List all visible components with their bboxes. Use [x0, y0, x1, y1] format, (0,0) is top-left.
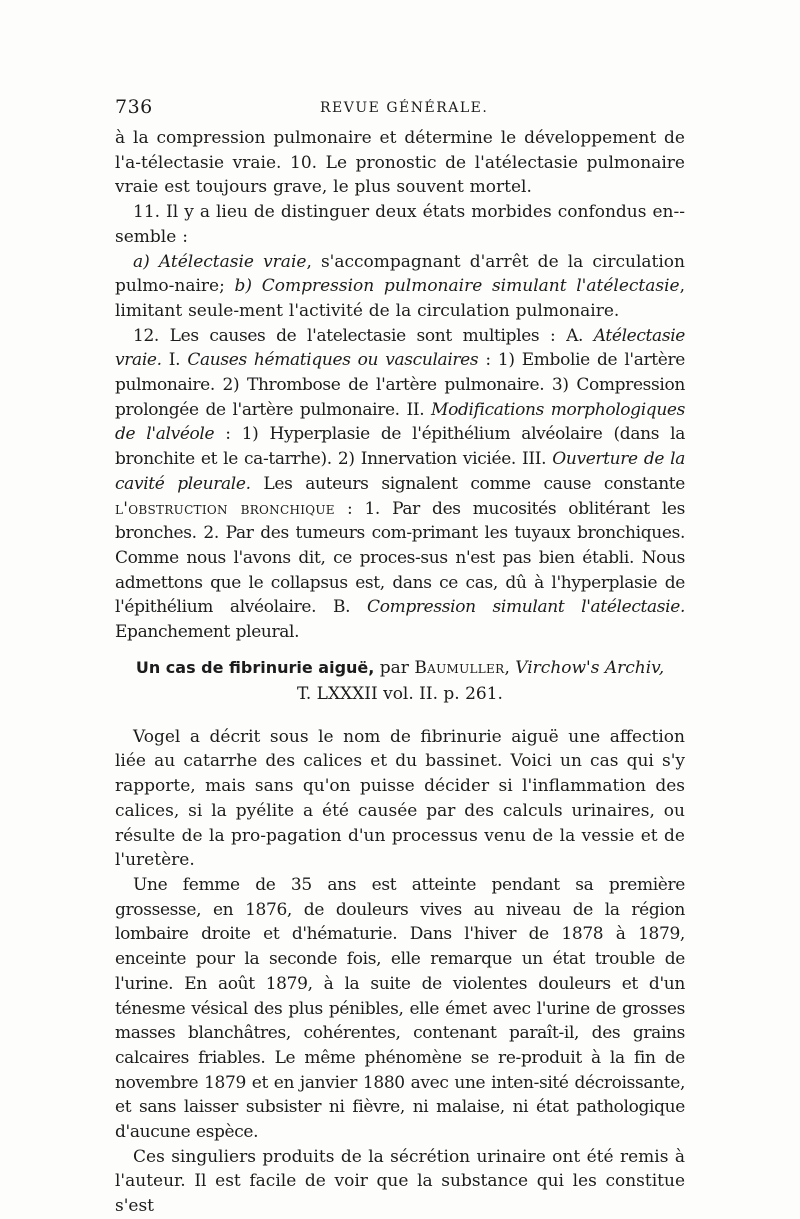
text-run: I.	[168, 350, 181, 371]
small-caps-term: l'obstruction bronchique	[115, 498, 335, 519]
text-run: , s'accompagnant d'arrêt de la circulation pulmo-naire;	[115, 251, 685, 297]
text-run: : 1) Embolie de l'artère pulmonaire. 2) Thrombose de l'artère pulmonaire. 3) Compression prolongée de l'artère pulmonaire. II.	[115, 350, 685, 420]
text-run: Epanchement pleural.	[115, 622, 300, 643]
article-author: Baumuller	[414, 657, 505, 678]
article-title-bold: Un cas de fibrinurie aiguë,	[135, 657, 375, 677]
italic-term: Ouverture de la cavité pleurale.	[115, 449, 685, 494]
paragraph: Une femme de 35 ans est atteinte pendant sa première grossesse, en 1876, de douleurs vives au niveau de la région lombaire droite et d'hématurie. Dans l'hiver de 1878 à 1879, enceinte pour la seconde fois, elle remarque un état trouble de l'urine. En août 1879, à la suite de violentes douleurs et d'un ténesme vésical des plus pénibles, elle émet avec l'urine de grosses masses blanchâtres, cohérentes, contenant paraît-il, des grains calcaires friables. Le même phénomène se re-produit à la fin de novembre 1879 et en janvier 1880 avec une inten-sité décroissante, et sans laisser subsister ni fièvre, ni malaise, ni état pathologique d'aucune espèce.	[115, 874, 685, 1143]
text-run: Les auteurs signalent comme cause constante	[263, 473, 685, 494]
paragraph: Ces singuliers produits de la sécrétion urinaire ont été remis à l'auteur. Il est facile de voir que la substance qui les constitue s'est	[115, 1146, 685, 1217]
paragraph: à la compression pulmonaire et détermine le développement de l'a-télectasie vraie. 10. Le pronostic de l'atélectasie pulmonaire vraie est toujours grave, le plus souvent mortel.	[115, 128, 685, 198]
list-label: b)	[234, 276, 253, 297]
italic-term: Atélectasie vraie.	[115, 325, 685, 371]
article-journal: Virchow's Archiv,	[515, 657, 665, 678]
page-number: 736	[115, 96, 153, 118]
text-run: : 1. Par des mucosités oblitérant les bronches. 2. Par des tumeurs com-primant les tuyaux bronchiques. Comme nous l'avons dit, ce proces-sus n'est pas bien établi. Nous admettons que le collapsus est, dans ce cas, dû à l'hyperplasie de l'épithélium alvéolaire. B.	[115, 498, 686, 618]
text-run: : 1) Hyperplasie de l'épithélium alvéolaire (dans la bronchite et le ca-tarrhe). 2) Innervation viciée. III.	[115, 424, 685, 470]
article-body	[115, 725, 685, 1219]
article-title-par: par	[379, 657, 409, 678]
paragraph	[115, 324, 685, 645]
page-header	[115, 96, 685, 126]
book-page	[115, 96, 685, 1219]
running-title: REVUE GÉNÉRALE.	[320, 100, 489, 116]
italic-term: Modifications morphologiques de l'alvéole	[115, 399, 686, 445]
italic-term: Atélectasie vraie	[158, 251, 307, 272]
paragraph	[115, 250, 685, 324]
article-reference: T. LXXXII vol. II. p. 261.	[297, 683, 503, 704]
text-run: , limitant seule-ment l'activité de la circulation pulmonaire.	[115, 276, 685, 321]
italic-term: Compression simulant l'atélectasie.	[367, 597, 685, 618]
italic-term: Causes hématiques ou vasculaires	[187, 350, 479, 371]
article-title: Un cas de fibrinurie aiguë, par Baumuller, Virchow's Archiv, T. LXXXII vol. II. p. 261.	[135, 657, 665, 704]
text-run: 12. Les causes de l'atelectasie sont multiples : A.	[133, 325, 584, 346]
italic-term: Compression pulmonaire simulant l'atélectasie	[261, 276, 680, 297]
previous-article-continuation	[115, 126, 685, 645]
list-label: a)	[133, 251, 150, 272]
paragraph: 11. Il y a lieu de distinguer deux états morbides confondus en-semble :	[115, 202, 685, 247]
paragraph: Vogel a décrit sous le nom de fibrinurie aiguë une affection liée au catarrhe des calices et du bassinet. Voici un cas qui s'y rapporte, mais sans qu'on puisse décider si l'inflammation des calices, si la pyélite a été causée par des calculs urinaires, ou résulte de la pro-pagation d'un processus venu de la vessie et de l'uretère.	[115, 726, 685, 871]
